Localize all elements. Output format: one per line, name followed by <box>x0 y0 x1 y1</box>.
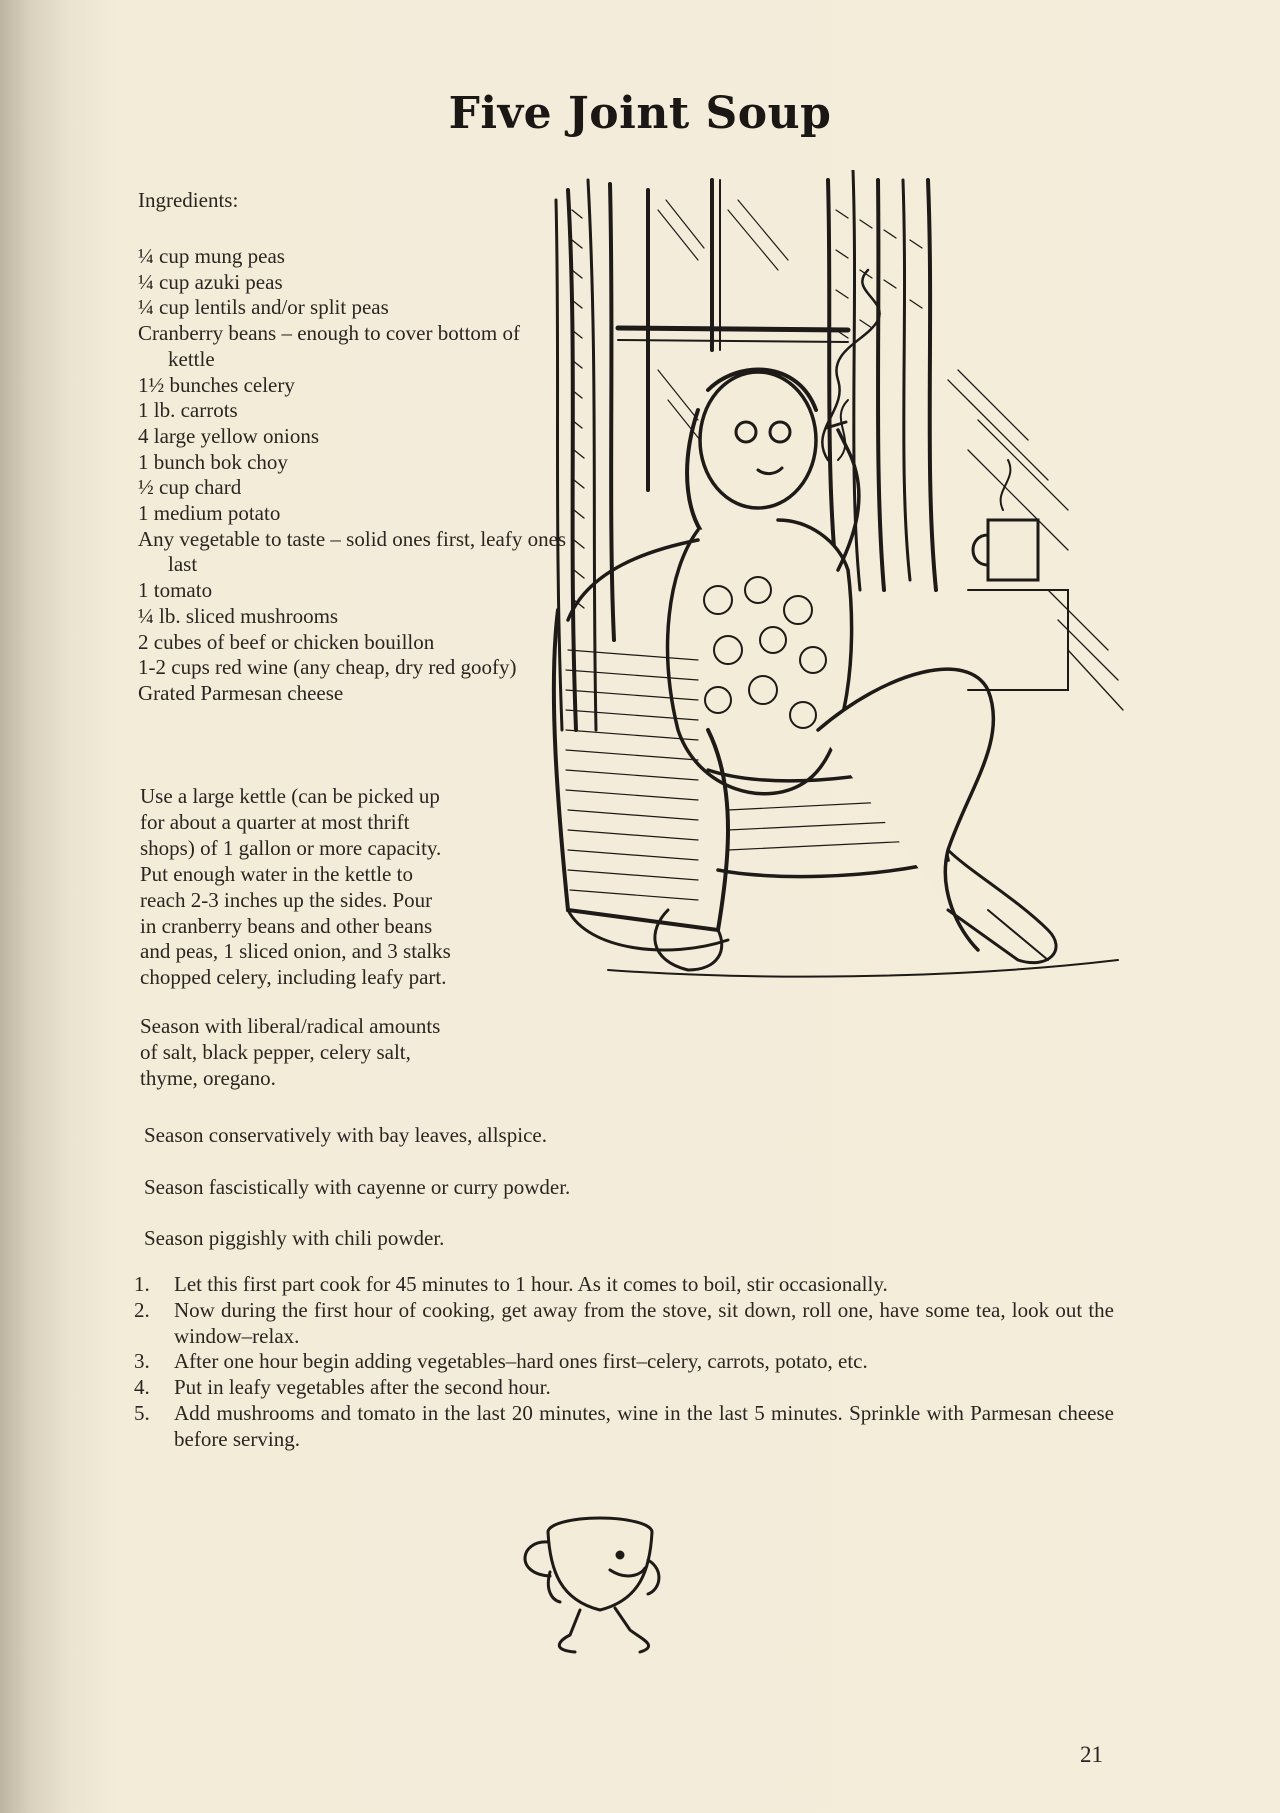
ingredient-item: 1 bunch bok choy <box>138 449 288 474</box>
step-item <box>134 1298 1114 1350</box>
step-number: 5. <box>134 1400 150 1425</box>
step-text: Now during the first hour of cooking, get away from the stove, sit down, roll one, have some tea, look out the window–relax. <box>174 1297 1114 1348</box>
ingredient-item: 1 tomato <box>138 578 213 603</box>
kettle-instructions: Use a large kettle (can be picked up for about a quarter at most thrift shops) of 1 gallon or more capacity. Put enough water in the kettle to reach 2-3 inches up the sides. Pour in cranberry beans and other beans and peas, 1 sliced onion, and 3 stalks chopped celery, including leafy part. <box>140 784 451 990</box>
ingredients-heading: Ingredients: <box>138 188 239 212</box>
season-piggish: Season piggishly with chili powder. <box>144 1226 445 1250</box>
ingredient-item: ¼ cup azuki peas <box>138 269 283 294</box>
ingredient-item: ¼ lb. sliced mushrooms <box>138 603 339 628</box>
ingredient-item: Any vegetable to taste – solid ones first, leafy ones last <box>138 526 567 577</box>
step-item <box>134 1375 1114 1401</box>
season-liberal: Season with liberal/radical amounts of salt, black pepper, celery salt, thyme, oregano. <box>140 1014 441 1090</box>
season-fascist: Season fascistically with cayenne or curry powder. <box>144 1175 571 1199</box>
step-text: Add mushrooms and tomato in the last 20 minutes, wine in the last 5 minutes. Sprinkle with Parmesan cheese before serving. <box>174 1400 1114 1451</box>
step-number: 2. <box>134 1297 150 1322</box>
ingredient-item: 1½ bunches celery <box>138 372 295 397</box>
woman-in-armchair-illustration <box>548 170 1128 1090</box>
step-number: 4. <box>134 1375 150 1400</box>
ingredient-item: 2 cubes of beef or chicken bouillon <box>138 629 435 654</box>
step-text: After one hour begin adding vegetables–hard ones first–celery, carrots, potato, etc. <box>174 1349 868 1374</box>
recipe-title: Five Joint Soup <box>448 88 832 139</box>
cooking-steps <box>134 1272 1114 1453</box>
step-item <box>134 1349 1114 1375</box>
walking-cup-illustration <box>490 1510 700 1660</box>
ingredient-item: 1 lb. carrots <box>138 398 238 423</box>
ingredients-list <box>138 244 568 707</box>
ingredient-item: Cranberry beans – enough to cover bottom of kettle <box>138 321 520 371</box>
step-item <box>134 1401 1114 1453</box>
ingredient-item: ¼ cup mung peas <box>138 244 285 268</box>
ingredient-item: 4 large yellow onions <box>138 423 320 448</box>
step-number: 1. <box>134 1272 150 1296</box>
ingredient-item: 1-2 cups red wine (any cheap, dry red goofy) <box>138 655 517 680</box>
ingredient-item: Grated Parmesan cheese <box>138 680 344 705</box>
ingredient-item: ½ cup chard <box>138 475 242 500</box>
step-number: 3. <box>134 1349 150 1374</box>
step-text: Put in leafy vegetables after the second hour. <box>174 1375 551 1400</box>
step-text: Let this first part cook for 45 minutes to 1 hour. As it comes to boil, stir occasionally. <box>174 1272 888 1296</box>
ingredient-item: ¼ cup lentils and/or split peas <box>138 295 389 320</box>
ingredient-item: 1 medium potato <box>138 501 281 526</box>
season-conservative: Season conservatively with bay leaves, allspice. <box>144 1123 547 1147</box>
step-item <box>134 1272 1114 1298</box>
page-number: 21 <box>1080 1742 1103 1767</box>
